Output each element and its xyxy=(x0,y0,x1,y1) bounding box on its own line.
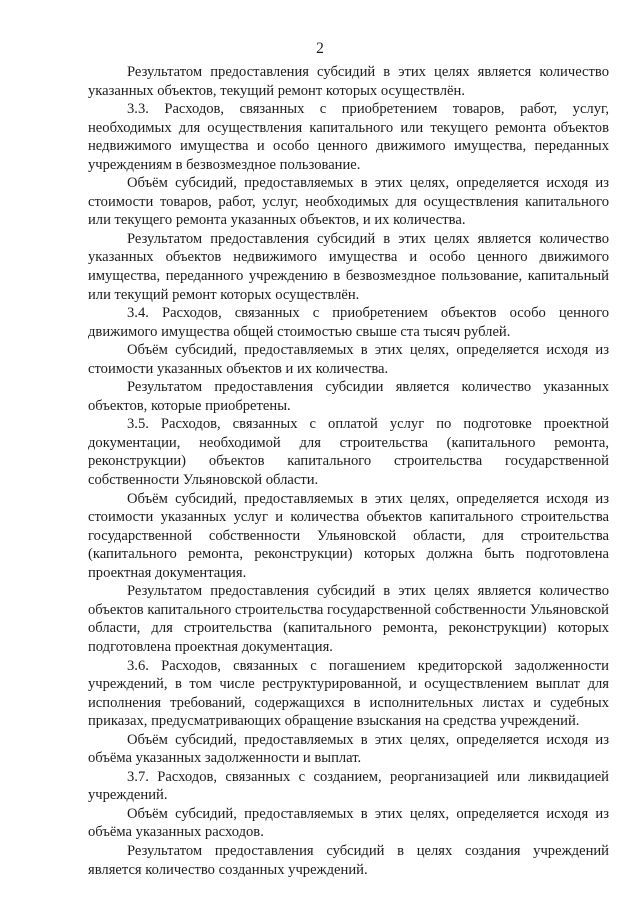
paragraph-volume-repair-expenses: Объём субсидий, предоставляемых в этих целях, определяется исходя из стоимости товаров, работ, услуг, необходимых для осуществления капитального или текущего ремонта указанных объектов, и их количества. xyxy=(88,175,609,229)
paragraph-result-created-institutions: Результатом предоставления субсидий в целях создания учреждений является количество созданных учреждений. xyxy=(88,842,609,878)
paragraph-volume-creation-expenses: Объём субсидий, предоставляемых в этих целях, определяется исходя из объёма указанных расходов. xyxy=(88,805,609,841)
paragraph-3-5-project-documentation: 3.5. Расходов, связанных с оплатой услуг по подготовке проектной документации, необходимой для строительства (капитального ремонта, реконструкции) объектов капитального строительства государственной собственности Ульяновской области. xyxy=(88,416,609,489)
paragraph-subsidy-result-current-repair: Результатом предоставления субсидий в этих целях является количество указанных объектов, текущий ремонт которых осуществлён. xyxy=(88,64,609,99)
document-body xyxy=(88,63,609,879)
paragraph-result-repair-objects: Результатом предоставления субсидий в этих целях является количество указанных объектов недвижимого имущества и особо ценного движимого имущества, переданного учреждению в безвозмездное пользование, капитальный или текущий ремонт которых осуществлён. xyxy=(88,230,609,303)
page-number: 2 xyxy=(316,40,324,57)
paragraph-3-4-valuable-property: 3.4. Расходов, связанных с приобретением объектов особо ценного движимого имущества общей стоимостью свыше ста тысяч рублей. xyxy=(88,305,609,340)
paragraph-result-valuable-property: Результатом предоставления субсидии является количество указанных объектов, которые приобретены. xyxy=(88,379,609,414)
paragraph-volume-project-documentation: Объём субсидий, предоставляемых в этих целях, определяется исходя из стоимости указанных услуг и количества объектов капитального строительства государственной собственности Ульяновской области, для строительства (капитального ремонта, реконструкции) которых должна быть подготовлена проектная документация. xyxy=(88,490,609,581)
paragraph-3-6-debt-repayment: 3.6. Расходов, связанных с погашением кредиторской задолженности учреждений, в том числе реструктурированной, и осуществлением выплат для исполнения требований, содержащихся в исполнительных листах и судебных приказах, предусматривающих обращение взыскания на средства учреждений. xyxy=(88,657,609,730)
paragraph-result-project-documentation: Результатом предоставления субсидий в этих целях является количество объектов капитального строительства государственной собственности Ульяновской области, для строительства (капитального ремонта, реконструкции) которых подготовлена проектная документация. xyxy=(88,583,609,655)
paragraph-volume-valuable-property: Объём субсидий, предоставляемых в этих целях, определяется исходя из стоимости указанных объектов и их количества. xyxy=(88,342,609,377)
paragraph-volume-debt-repayment: Объём субсидий, предоставляемых в этих целях, определяется исходя из объёма указанных задолженности и выплат. xyxy=(88,731,609,767)
paragraph-3-7-creation-reorganization: 3.7. Расходов, связанных с созданием, реорганизацией или ликвидацией учреждений. xyxy=(88,768,609,804)
paragraph-3-3-repair-expenses: 3.3. Расходов, связанных с приобретением товаров, работ, услуг, необходимых для осуществления капитального или текущего ремонта объектов недвижимого имущества и особо ценного движимого имущества, переданных учреждениям в безвозмездное пользование. xyxy=(88,101,609,173)
